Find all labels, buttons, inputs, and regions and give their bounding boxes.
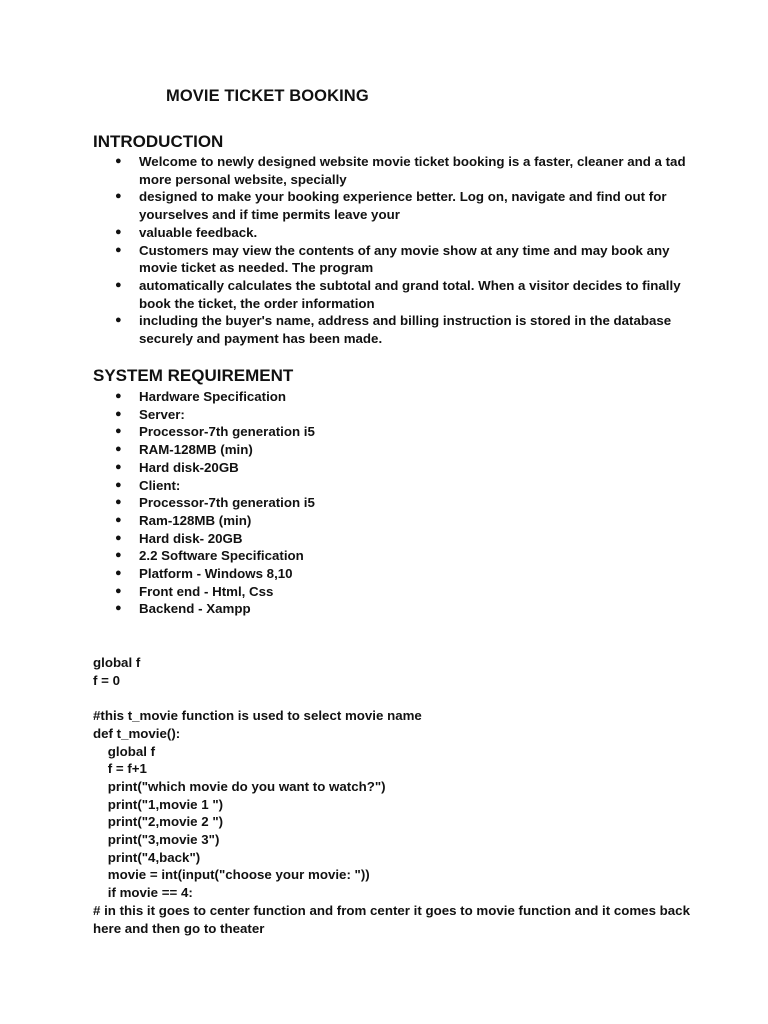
list-item-text: Processor-7th generation i5	[139, 495, 315, 511]
list-item-text: Processor-7th generation i5	[139, 424, 315, 440]
list-item	[93, 512, 693, 530]
code-line: print("which movie do you want to watch?")	[93, 778, 386, 794]
bullet-icon: ●	[115, 602, 122, 615]
bullet-icon: ●	[115, 390, 122, 402]
bullet-icon: ●	[115, 549, 122, 562]
list-item-text: Backend - Xampp	[139, 601, 251, 617]
introduction-list	[93, 153, 693, 348]
list-item	[93, 277, 693, 312]
list-item-text: valuable feedback.	[139, 224, 258, 240]
list-item-text: including the buyer's name, address and billing instruction is stored in the database securely and payment has been made.	[139, 313, 672, 347]
list-item-text: Client:	[139, 477, 181, 493]
code-line: print("4,back")	[93, 849, 201, 865]
code-line: global f	[93, 743, 156, 759]
code-line: movie = int(input("choose your movie: "))	[93, 867, 370, 883]
list-item	[93, 583, 693, 601]
bullet-icon: ●	[115, 225, 122, 238]
code-listing	[93, 654, 693, 937]
bullet-icon: ●	[115, 425, 122, 438]
list-item	[93, 459, 693, 477]
bullet-icon: ●	[115, 243, 122, 256]
list-item	[93, 565, 693, 583]
bullet-icon: ●	[115, 407, 122, 420]
code-line: print("1,movie 1 ")	[93, 796, 224, 812]
bullet-icon: ●	[115, 496, 122, 509]
list-item	[93, 477, 693, 495]
system-requirement-heading: SYSTEM REQUIREMENT	[93, 366, 294, 385]
code-line: f = f+1	[93, 761, 147, 777]
list-item-text: Customers may view the contents of any movie show at any time and may book any movie ticket as needed. The program	[139, 242, 670, 276]
list-item-text: Front end - Html, Css	[139, 583, 274, 599]
list-item-text: Welcome to newly designed website movie ticket booking is a faster, cleaner and a tad more personal website, specially	[139, 154, 686, 187]
list-item-text: 2.2 Software Specification	[139, 548, 304, 564]
bullet-icon: ●	[115, 531, 122, 544]
bullet-icon: ●	[115, 155, 122, 167]
bullet-icon: ●	[115, 513, 122, 526]
code-line: if movie == 4:	[93, 885, 193, 901]
code-line: def t_movie():	[93, 725, 181, 741]
list-item	[93, 312, 693, 347]
list-item-text: RAM-128MB (min)	[139, 442, 253, 458]
bullet-icon: ●	[115, 190, 122, 203]
introduction-heading: INTRODUCTION	[93, 132, 224, 151]
code-comment: #this t_movie function is used to select movie name	[93, 708, 422, 724]
bullet-icon: ●	[115, 478, 122, 491]
bullet-icon: ●	[115, 278, 122, 291]
list-item	[93, 224, 693, 242]
bullet-icon: ●	[115, 567, 122, 580]
bullet-icon: ●	[115, 443, 122, 456]
list-item	[93, 188, 693, 223]
list-item-text: Ram-128MB (min)	[139, 512, 252, 528]
list-item	[93, 388, 693, 406]
list-item	[93, 600, 693, 618]
list-item	[93, 494, 693, 512]
list-item	[93, 153, 693, 188]
bullet-icon: ●	[115, 584, 122, 597]
list-item-text: Hard disk-20GB	[139, 459, 239, 475]
list-item	[93, 242, 693, 277]
system-requirement-list	[93, 388, 693, 618]
list-item-text: Hard disk- 20GB	[139, 530, 243, 546]
code-line: print("2,movie 2 ")	[93, 814, 224, 830]
list-item-text: designed to make your booking experience better. Log on, navigate and find out for yourselves and if time permits leave your	[139, 189, 667, 223]
list-item-text: automatically calculates the subtotal and grand total. When a visitor decides to finally book the ticket, the order information	[139, 277, 681, 311]
document-title: MOVIE TICKET BOOKING	[166, 87, 369, 105]
bullet-icon: ●	[115, 460, 122, 473]
list-item	[93, 423, 693, 441]
list-item-text: Hardware Specification	[139, 389, 287, 404]
list-item-text: Platform - Windows 8,10	[139, 566, 293, 582]
bullet-icon: ●	[115, 314, 122, 327]
list-item	[93, 441, 693, 459]
list-item	[93, 547, 693, 565]
list-item-text: Server:	[139, 406, 185, 422]
code-line	[93, 689, 693, 707]
list-item	[93, 406, 693, 424]
code-line: global f	[93, 655, 141, 670]
code-comment: # in this it goes to center function and from center it goes to movie function and it comes back here and then go to theater	[93, 902, 690, 936]
code-line: f = 0	[93, 672, 120, 688]
list-item	[93, 530, 693, 548]
code-line: print("3,movie 3")	[93, 832, 220, 848]
